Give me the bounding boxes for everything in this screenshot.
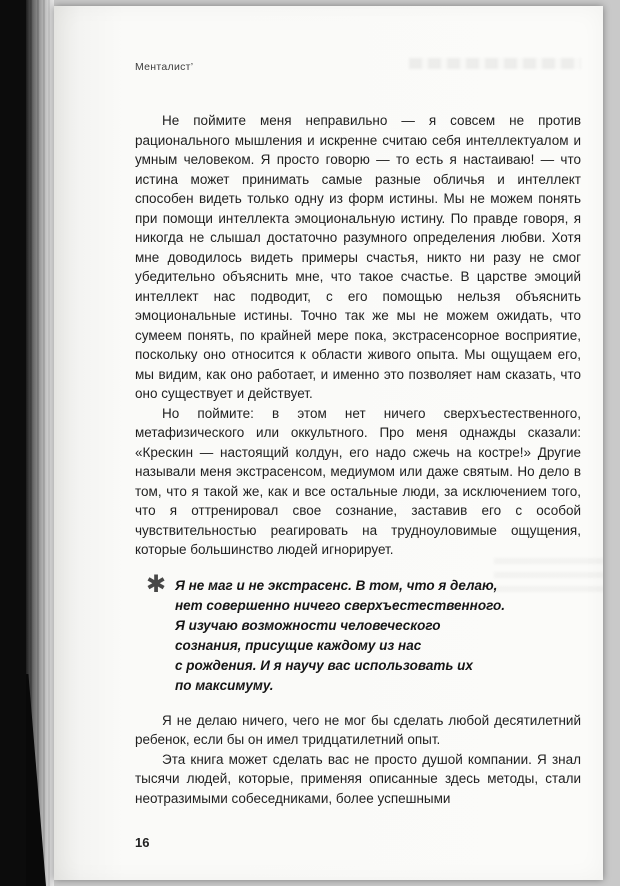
- quote-block: [146, 570, 581, 696]
- body-text: [135, 111, 581, 808]
- paragraph: Я не делаю ничего, чего не мог бы сделать любой десятилетний ребенок, если бы он имел тридцатилетний опыт.: [135, 712, 581, 747]
- running-header: Менталист’: [135, 61, 194, 73]
- paragraph: Эта книга может сделать вас не просто душой компании. Я знал тысячи людей, которые, применяя описанные здесь методы, стали неотразимыми собеседниками, более успешными: [135, 751, 581, 806]
- quote-line: сознания, присущие каждому из нас: [175, 637, 422, 653]
- quote-line: Я не маг и не экстрасенс. В том, что я делаю,: [175, 577, 498, 593]
- paragraph: Не поймите меня неправильно — я совсем не против рационального мышления и искренне считаю себя интеллектуалом и умным человеком. Я просто говорю — то есть я настаиваю! — что истина может принимать самые разные обличья и интеллект способен видеть только одну из форм истины. Мы не можем понять при помощи интеллекта эмоциональную истину. По правде говоря, я никогда не слышал достаточно разумного определения любви. Хотя мне доводилось видеть примеры счастья, никто ни разу не смог убедительно объяснить мне, что такое счастье. В царстве эмоций интеллект нас подводит, с его помощью нельзя объяснить эмоциональные истины. Точно так же мы не можем ожидать, что сумеем понять, по крайней мере пока, экстрасенсорное восприятие, поскольку оно относится к области живого опыта. Мы ощущаем его, мы видим, как оно работает, и именно это позволяет нам сказать, что оно существует и действует.: [135, 113, 581, 401]
- bleed-through-smudge: [409, 58, 581, 69]
- paragraph: Но поймите: в этом нет ничего сверхъестественного, метафизического или оккультного. Про меня однажды сказали: «Крескин — настоящий колдун, его надо сжечь на костре!» Другие называли меня экстрасенсом, медиумом или даже святым. Но дело в том, что я такой же, как и все остальные люди, за исключением того, что я оттренировал свое сознание, заставив его с особой чувствительностью реагировать на трудноуловимые ощущения, которые большинство людей игнорирует.: [135, 405, 581, 557]
- book-page: [54, 6, 603, 880]
- quote-line: нет совершенно ничего сверхъестественного.: [175, 597, 505, 613]
- asterisk-icon: ✱: [146, 570, 167, 598]
- quote-line: с рождения. И я научу вас использовать их: [175, 657, 473, 673]
- book-spine: [0, 0, 26, 886]
- page-number: 16: [135, 835, 150, 850]
- quote-line: Я изучаю возможности человеческого: [175, 617, 441, 633]
- quote-line: по максимуму.: [175, 677, 274, 693]
